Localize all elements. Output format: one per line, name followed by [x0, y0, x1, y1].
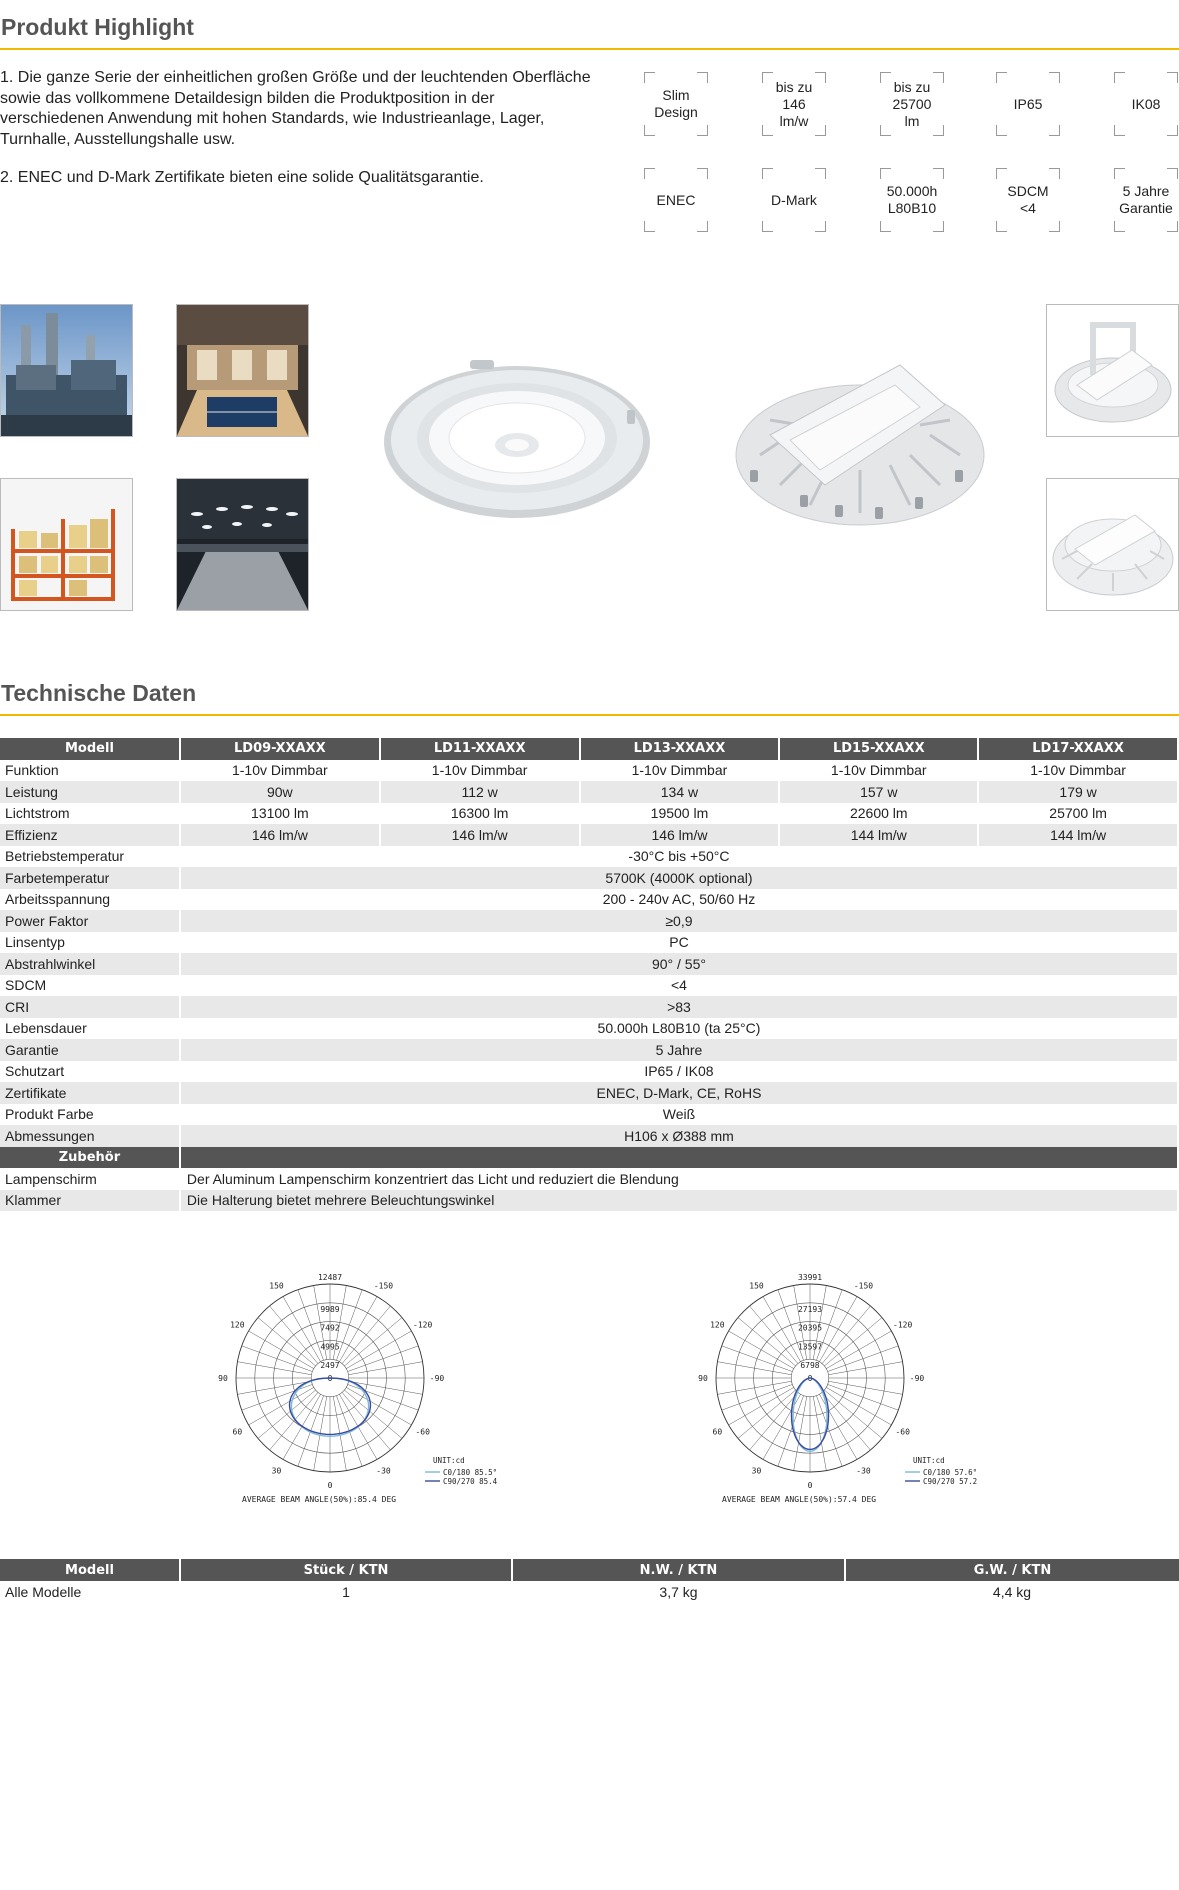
feature-badge-label: SDCM <4: [1007, 183, 1049, 216]
polar-angle-label: -90: [909, 1374, 925, 1383]
feature-badge-label: ENEC: [656, 191, 696, 208]
table-cell: 146 lm/w: [580, 824, 780, 846]
tech-title: Technische Daten: [1, 680, 197, 706]
light-distribution-chart-1: [200, 1260, 520, 1520]
pack-net-weight-value: 3,7 kg: [659, 1584, 698, 1600]
polar-angle-label: 0: [327, 1481, 333, 1490]
table-cell: ≥0,9: [180, 910, 1178, 932]
table-row: [0, 781, 1178, 803]
table-cell: 144 lm/w: [978, 824, 1178, 846]
polar-ring-label: 0: [807, 1374, 813, 1383]
pack-header-pieces: Stück / KTN: [180, 1559, 512, 1581]
table-row-label: CRI: [0, 996, 180, 1018]
table-row: [0, 975, 1178, 997]
feature-badge: [1114, 168, 1178, 232]
table-cell: 200 - 240v AC, 50/60 Hz: [180, 889, 1178, 911]
polar-legend-label: C90/270 57.2: [923, 1477, 978, 1486]
table-row: [0, 953, 1178, 975]
accessories-header-row: [0, 1147, 1178, 1169]
table-row: [0, 824, 1178, 846]
accessories-header-filler: [180, 1147, 1178, 1169]
tech-header-model: Modell: [0, 738, 180, 760]
polar-ring-label: 12487: [317, 1273, 343, 1282]
polar-beam-angle: AVERAGE BEAM ANGLE(50%):85.4 DEG: [242, 1495, 397, 1504]
table-cell: 146 lm/w: [180, 824, 380, 846]
polar-ring-label: 2497: [320, 1361, 340, 1371]
polar-angle-label: 60: [712, 1427, 723, 1437]
feature-badge: [644, 72, 708, 136]
table-cell: 144 lm/w: [779, 824, 978, 846]
polar-angle-label: -60: [415, 1427, 430, 1437]
table-cell: 112 w: [380, 781, 580, 803]
table-cell: Die Halterung bietet mehrere Beleuchtungswinkel: [180, 1190, 1178, 1212]
pack-header-gross-weight: G.W. / KTN: [845, 1559, 1179, 1581]
polar-angle-label: 120: [710, 1320, 725, 1330]
product-back-render: [730, 345, 990, 530]
table-cell: 134 w: [580, 781, 780, 803]
table-cell: 1-10v Dimmbar: [580, 760, 780, 782]
feature-badge: [644, 168, 708, 232]
table-row-label: Funktion: [0, 760, 180, 782]
feature-badge-label: 50.000h L80B10: [886, 183, 938, 216]
sports-hall-photo: [176, 304, 309, 437]
table-row-label: Klammer: [0, 1190, 180, 1212]
tech-header-model-name: LD15-XXAXX: [779, 738, 978, 760]
table-row: [0, 910, 1178, 932]
table-cell: 50.000h L80B10 (ta 25°C): [180, 1018, 1178, 1040]
polar-angle-label: -60: [895, 1427, 910, 1437]
feature-badge-label: bis zu 25700 lm: [892, 78, 932, 129]
table-row: [0, 932, 1178, 954]
tech-rule: [0, 714, 1179, 716]
product-front-render: [380, 350, 655, 520]
table-cell: PC: [180, 932, 1178, 954]
table-cell: 13100 lm: [180, 803, 380, 825]
tech-header-row: [0, 738, 1178, 760]
polar-angle-label: 30: [751, 1466, 762, 1476]
table-cell: IP65 / IK08: [180, 1061, 1178, 1083]
table-cell: -30°C bis +50°C: [180, 846, 1178, 868]
table-row-label: Effizienz: [0, 824, 180, 846]
pack-gross-weight-value: 4,4 kg: [992, 1584, 1032, 1600]
table-row: [0, 996, 1178, 1018]
table-row: [0, 867, 1178, 889]
table-cell: >83: [180, 996, 1178, 1018]
table-row: [0, 760, 1178, 782]
table-row-label: Arbeitsspannung: [0, 889, 180, 911]
product-with-reflector-photo: [1046, 478, 1179, 611]
table-cell: 19500 lm: [580, 803, 780, 825]
polar-angle-label: 60: [232, 1427, 243, 1437]
pack-pieces-value: 1: [342, 1584, 350, 1600]
product-with-bracket-photo: [1046, 304, 1179, 437]
table-cell: 179 w: [978, 781, 1178, 803]
tech-header-model-name: LD11-XXAXX: [380, 738, 580, 760]
table-row-label: Produkt Farbe: [0, 1104, 180, 1126]
highlight-rule: [0, 48, 1179, 50]
feature-badge: [996, 168, 1060, 232]
table-cell: 22600 lm: [779, 803, 978, 825]
highlight-paragraph-1: 1. Die ganze Serie der einheitlichen großen Größe und der leuchtenden Oberfläche sowie das vollkommene Detaildesign bilden die Produktposition in der verschiedenen Anwendung mit hohen Standards, wie Industrieanlage, Lager, Turnhalle, Ausstellungshalle usw.: [0, 69, 591, 148]
feature-badge-label: IK08: [1131, 95, 1161, 112]
table-cell: Der Aluminum Lampenschirm konzentriert das Licht und reduziert die Blendung: [180, 1168, 1178, 1190]
warehouse-shelves-photo: [0, 478, 133, 611]
feature-badge: [762, 168, 826, 232]
feature-badge: [762, 72, 826, 136]
table-row-label: Abmessungen: [0, 1125, 180, 1147]
polar-angle-label: 90: [698, 1374, 708, 1383]
feature-badge: [880, 168, 944, 232]
polar-angle-label: 30: [271, 1466, 282, 1476]
polar-angle-label: -120: [893, 1320, 913, 1330]
polar-ring-label: 0: [327, 1374, 333, 1383]
polar-ring-label: 13597: [797, 1342, 823, 1352]
tech-header-model-name: LD09-XXAXX: [180, 738, 380, 760]
pack-model-value: Alle Modelle: [5, 1584, 82, 1600]
polar-legend-label: C0/180 85.5°: [443, 1468, 498, 1477]
table-cell: 1-10v Dimmbar: [380, 760, 580, 782]
table-cell: 90° / 55°: [180, 953, 1178, 975]
feature-badge-label: bis zu 146 lm/w: [775, 78, 813, 129]
table-row-label: Power Faktor: [0, 910, 180, 932]
feature-badge: [880, 72, 944, 136]
polar-ring-label: 9989: [320, 1304, 340, 1314]
polar-legend-label: C0/180 57.6°: [923, 1468, 978, 1477]
table-row-label: Schutzart: [0, 1061, 180, 1083]
table-row: [0, 1104, 1178, 1126]
table-cell: 157 w: [779, 781, 978, 803]
table-row-label: Leistung: [0, 781, 180, 803]
feature-badge-label: D-Mark: [771, 191, 817, 208]
table-row: [0, 1018, 1178, 1040]
polar-ring-label: 33991: [797, 1273, 823, 1282]
light-distribution-chart-2: [680, 1260, 1000, 1520]
table-cell: 1-10v Dimmbar: [978, 760, 1178, 782]
highlight-paragraph-2: 2. ENEC und D-Mark Zertifikate bieten eine solide Qualitätsgarantie.: [0, 169, 484, 186]
polar-angle-label: -90: [429, 1374, 445, 1383]
feature-badge-label: 5 Jahre Garantie: [1119, 183, 1173, 216]
table-cell: 1-10v Dimmbar: [779, 760, 978, 782]
polar-angle-label: -150: [373, 1281, 394, 1291]
table-cell: 146 lm/w: [380, 824, 580, 846]
industrial-plant-photo: [0, 304, 133, 437]
table-row-label: Abstrahlwinkel: [0, 953, 180, 975]
polar-ring-label: 20395: [797, 1323, 823, 1333]
tech-header-model-name: LD13-XXAXX: [580, 738, 780, 760]
highlight-text: [0, 68, 600, 207]
polar-angle-label: 120: [230, 1320, 245, 1330]
pack-header-net-weight: N.W. / KTN: [512, 1559, 845, 1581]
polar-angle-label: -150: [853, 1281, 874, 1291]
table-row: [0, 1039, 1178, 1061]
table-row-label: Linsentyp: [0, 932, 180, 954]
polar-legend-label: C90/270 85.4: [443, 1477, 498, 1486]
table-cell: 5 Jahre: [180, 1039, 1178, 1061]
feature-badge: [1114, 72, 1178, 136]
polar-ring-label: 6798: [800, 1361, 820, 1371]
table-cell: ENEC, D-Mark, CE, RoHS: [180, 1082, 1178, 1104]
table-row: [0, 889, 1178, 911]
table-row: [0, 1061, 1178, 1083]
polar-angle-label: 150: [749, 1281, 764, 1291]
tech-header-model-name: LD17-XXAXX: [978, 738, 1178, 760]
table-row-label: Garantie: [0, 1039, 180, 1061]
table-row-label: Lampenschirm: [0, 1168, 180, 1190]
table-cell: 90w: [180, 781, 380, 803]
highlight-title: Produkt Highlight: [1, 14, 194, 40]
polar-ring-label: 27193: [797, 1304, 823, 1314]
table-row: [0, 846, 1178, 868]
table-cell: 16300 lm: [380, 803, 580, 825]
tech-data-table: [0, 738, 1179, 1211]
feature-badge-label: Slim Design: [654, 87, 698, 120]
polar-angle-label: 90: [218, 1374, 228, 1383]
table-row: [0, 803, 1178, 825]
table-cell: 1-10v Dimmbar: [180, 760, 380, 782]
polar-angle-label: -30: [376, 1466, 391, 1476]
polar-angle-label: -120: [413, 1320, 433, 1330]
polar-unit: UNIT:cd: [433, 1456, 465, 1465]
feature-badge: [996, 72, 1060, 136]
accessories-header: Zubehör: [0, 1147, 180, 1169]
table-row-label: SDCM: [0, 975, 180, 997]
table-cell: 5700K (4000K optional): [180, 867, 1178, 889]
exhibition-hall-photo: [176, 478, 309, 611]
polar-angle-label: 0: [807, 1481, 813, 1490]
pack-header-model: Modell: [0, 1559, 180, 1581]
table-cell: Weiß: [180, 1104, 1178, 1126]
table-cell: 25700 lm: [978, 803, 1178, 825]
polar-ring-label: 4995: [320, 1342, 340, 1352]
table-row-label: Lichtstrom: [0, 803, 180, 825]
polar-beam-angle: AVERAGE BEAM ANGLE(50%):57.4 DEG: [722, 1495, 877, 1504]
polar-angle-label: -30: [856, 1466, 871, 1476]
polar-unit: UNIT:cd: [913, 1456, 945, 1465]
table-row-label: Lebensdauer: [0, 1018, 180, 1040]
polar-angle-label: 150: [269, 1281, 284, 1291]
table-row-label: Farbetemperatur: [0, 867, 180, 889]
table-row: [0, 1125, 1178, 1147]
table-row: [0, 1190, 1178, 1212]
table-row: [0, 1168, 1178, 1190]
packaging-table: [0, 1559, 1179, 1603]
polar-ring-label: 7492: [320, 1323, 340, 1333]
table-cell: H106 x Ø388 mm: [180, 1125, 1178, 1147]
table-cell: <4: [180, 975, 1178, 997]
table-row-label: Zertifikate: [0, 1082, 180, 1104]
table-row-label: Betriebstemperatur: [0, 846, 180, 868]
table-row: [0, 1082, 1178, 1104]
feature-badge-label: IP65: [1013, 95, 1043, 112]
